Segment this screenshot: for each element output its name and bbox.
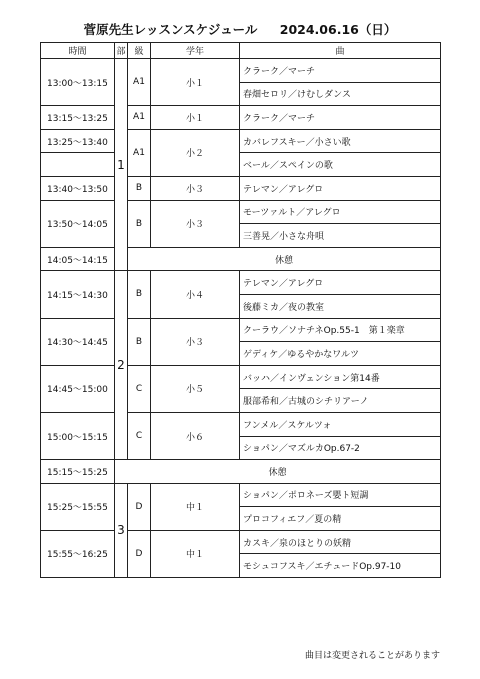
- song-cell: モシュコフスキ／エチュードOp.97-10: [240, 554, 441, 578]
- page-title: [0, 20, 480, 38]
- break-label: 休憩: [115, 460, 441, 484]
- break-row: [41, 247, 441, 271]
- table-row: [41, 129, 441, 153]
- grade-cell: 小３: [151, 318, 240, 365]
- part-cell: 1: [115, 59, 128, 271]
- grade-cell: 小５: [151, 365, 240, 412]
- song-cell: ショパン／マズルカOp.67-2: [240, 436, 441, 460]
- schedule-table: [40, 42, 441, 578]
- time-cell: 13:50～14:05: [41, 200, 115, 247]
- col-header-level: 級: [128, 43, 151, 59]
- level-cell: B: [128, 318, 151, 365]
- break-time: 14:05～14:15: [41, 247, 115, 271]
- part-cell: 2: [115, 271, 128, 460]
- time-cell: 13:15～13:25: [41, 106, 115, 130]
- time-cell: 13:00～13:15: [41, 59, 115, 106]
- table-row: [41, 365, 441, 389]
- table-row: [41, 106, 441, 130]
- time-cell: 14:15～14:30: [41, 271, 115, 318]
- song-cell: プロコフィエフ／夏の精: [240, 507, 441, 531]
- table-row: [41, 271, 441, 295]
- level-cell: D: [128, 530, 151, 577]
- col-header-time: 時間: [41, 43, 115, 59]
- song-cell: クーラウ／ソナチネOp.55-1 第１楽章: [240, 318, 441, 342]
- table-row: [41, 412, 441, 436]
- table-row: [41, 153, 441, 177]
- level-cell: C: [128, 412, 151, 459]
- level-cell: B: [128, 200, 151, 247]
- song-cell: クラーク／マーチ: [240, 59, 441, 83]
- break-label: 休憩: [128, 247, 441, 271]
- grade-cell: 小２: [151, 129, 240, 176]
- song-cell: 春畑セロリ／けむしダンス: [240, 82, 441, 106]
- level-cell: A1: [128, 129, 151, 176]
- level-cell: A1: [128, 59, 151, 106]
- footer-note: 曲目は変更されることがあります: [304, 651, 440, 661]
- time-cell: 14:45～15:00: [41, 365, 115, 412]
- break-row: [41, 460, 441, 484]
- time-cell: 14:30～14:45: [41, 318, 115, 365]
- song-cell: ベール／スペインの歌: [240, 153, 441, 177]
- song-cell: フンメル／スケルツォ: [240, 412, 441, 436]
- time-cell: 13:25～13:40: [41, 129, 115, 153]
- col-header-grade: 学年: [151, 43, 240, 59]
- grade-cell: 中１: [151, 483, 240, 530]
- grade-cell: 小３: [151, 176, 240, 200]
- song-cell: 三善晃／小さな舟唄: [240, 224, 441, 248]
- grade-cell: 小６: [151, 412, 240, 459]
- time-cell: 15:25～15:55: [41, 483, 115, 530]
- time-cell: 13:40～13:50: [41, 176, 115, 200]
- schedule-date: 2024.06.16（日）: [279, 22, 397, 37]
- table-row: [41, 483, 441, 507]
- table-row: [41, 200, 441, 224]
- table-row: [41, 530, 441, 554]
- level-cell: A1: [128, 106, 151, 130]
- song-cell: モーツァルト／アレグロ: [240, 200, 441, 224]
- time-cell: 15:00～15:15: [41, 412, 115, 459]
- song-cell: カスキ／泉のほとりの妖精: [240, 530, 441, 554]
- grade-cell: 小４: [151, 271, 240, 318]
- grade-cell: 小３: [151, 200, 240, 247]
- song-cell: テレマン／アレグロ: [240, 176, 441, 200]
- song-cell: バッハ／インヴェンション第14番: [240, 365, 441, 389]
- table-row: [41, 59, 441, 83]
- song-cell: ショパン／ポロネーズ嬰ト短調: [240, 483, 441, 507]
- col-header-music: 曲: [240, 43, 441, 59]
- time-cell: 15:55～16:25: [41, 530, 115, 577]
- song-cell: テレマン／アレグロ: [240, 271, 441, 295]
- grade-cell: 中１: [151, 530, 240, 577]
- level-cell: D: [128, 483, 151, 530]
- table-row: [41, 318, 441, 342]
- schedule-title: 菅原先生レッスンスケジュール: [83, 22, 258, 37]
- song-cell: 服部希和／古城のシチリアーノ: [240, 389, 441, 413]
- table-row: [41, 176, 441, 200]
- level-cell: B: [128, 271, 151, 318]
- level-cell: B: [128, 176, 151, 200]
- song-cell: カバレフスキー／小さい歌: [240, 129, 441, 153]
- song-cell: ゲディケ／ゆるやかなワルツ: [240, 342, 441, 366]
- time-cell-empty: [41, 153, 115, 177]
- break-time: 15:15～15:25: [41, 460, 115, 484]
- header-row: [41, 43, 441, 59]
- part-cell: 3: [115, 483, 128, 577]
- song-cell: 後藤ミカ／夜の教室: [240, 294, 441, 318]
- col-header-part: 部: [115, 43, 128, 59]
- level-cell: C: [128, 365, 151, 412]
- grade-cell: 小１: [151, 59, 240, 106]
- song-cell: クラーク／マーチ: [240, 106, 441, 130]
- grade-cell: 小１: [151, 106, 240, 130]
